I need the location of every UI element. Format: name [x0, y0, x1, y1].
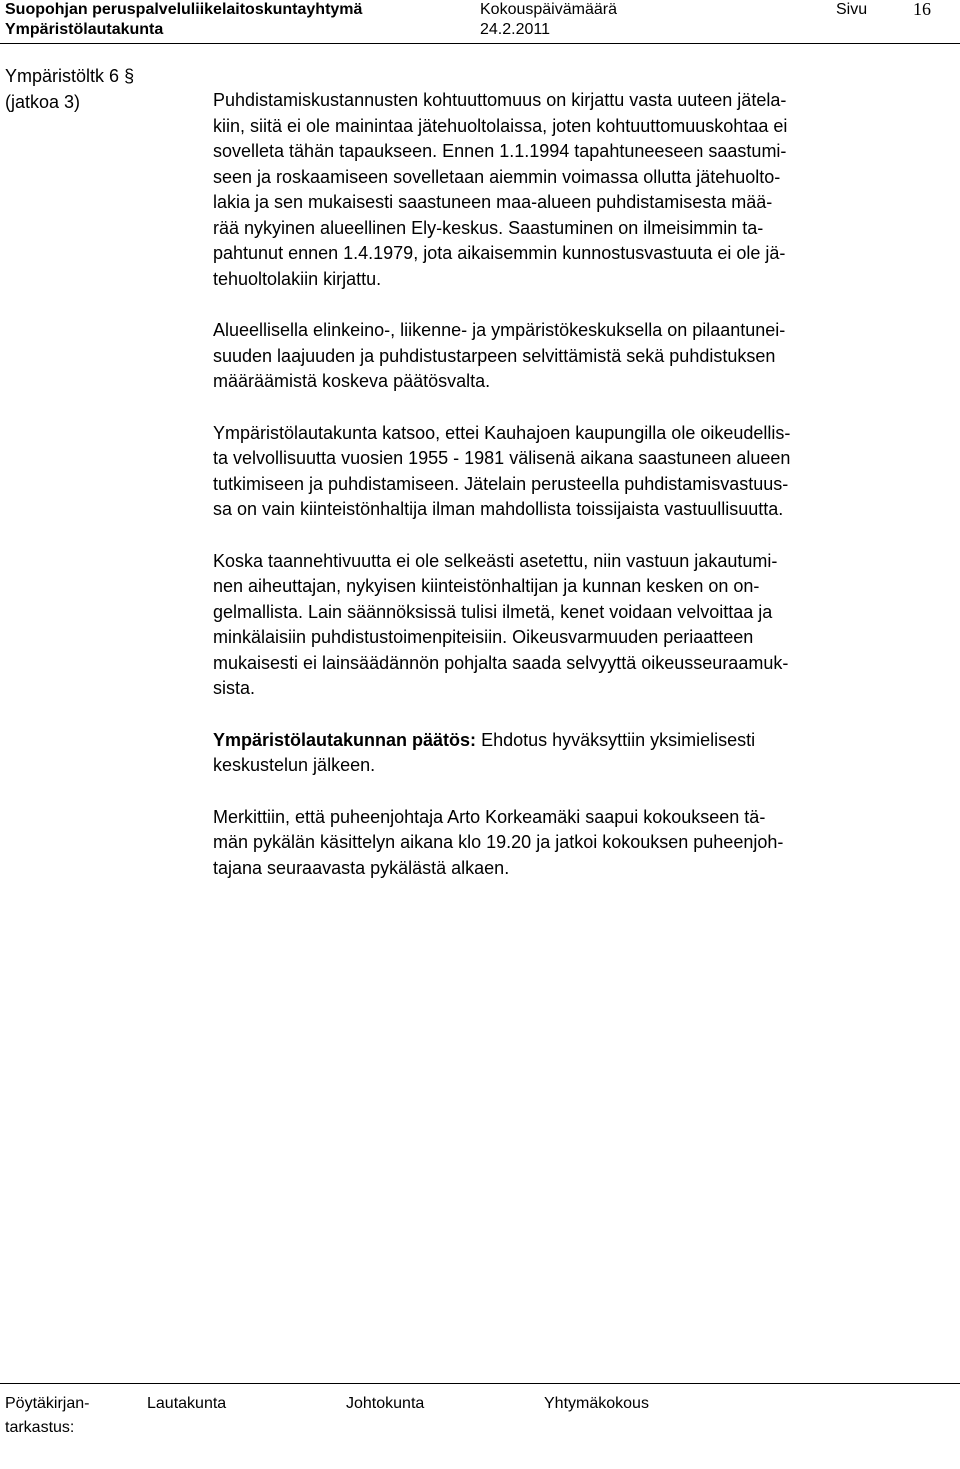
paragraph-2 [213, 318, 935, 395]
paragraph-3 [213, 421, 935, 523]
decision-line [213, 728, 935, 754]
text-line: määräämistä koskeva päätösvalta. [213, 371, 491, 391]
meeting-date: 24.2.2011 [480, 21, 550, 38]
paragraph-1 [213, 88, 935, 292]
section-title-text: Ympäristöltk 6 [5, 66, 120, 86]
text-line: mukaisesti ei lainsäädännön pohjalta saada selvyyttä oikeusseuraamuk- [213, 652, 789, 673]
committee-name: Ympäristölautakunta [5, 21, 164, 38]
text-line: tutkimiseen ja puhdistamiseen. Jätelain perusteella puhdistamisvastuus- [213, 473, 789, 494]
footer-board: Lautakunta [147, 1395, 227, 1412]
text-line: tajana seuraavasta pykälästä alkaen. [213, 857, 510, 878]
text-line: Merkittiin, että puheenjohtaja Arto Korkeamäki saapui kokoukseen tä- [213, 806, 766, 827]
page-label: Sivu [836, 1, 868, 18]
text-line: sista. [213, 678, 256, 698]
section-title [5, 64, 134, 88]
note-paragraph [213, 805, 935, 882]
text-line: Alueellisella elinkeino-, liikenne- ja ympäristökeskuksella on pilaantunei- [213, 320, 786, 340]
text-line: sovelleta tähän tapaukseen. Ennen 1.1.1994 tapahtuneeseen saastumi- [213, 141, 787, 161]
text-line: lakia ja sen mukaisesti saastuneen maa-alueen puhdistamisesta mää- [213, 192, 773, 212]
page-number: 16 [913, 0, 931, 19]
text-line: seen ja roskaamiseen sovelletaan aiemmin voimassa ollutta jätehuolto- [213, 166, 781, 187]
section-continued: (jatkoa 3) [5, 92, 81, 112]
document-body [213, 88, 935, 907]
text-line: ta velvollisuutta vuosien 1955 - 1981 välisenä aikana saastuneen alueen [213, 448, 791, 468]
footer-executive: Johtokunta [346, 1395, 425, 1412]
text-line: Koska taannehtivuutta ei ole selkeästi asetettu, niin vastuun jakautumi- [213, 550, 778, 571]
text-line: kiin, siitä ei ole mainintaa jätehuoltolaissa, joten kohtuuttomuuskohtaa ei [213, 115, 788, 136]
text-line: nen aiheuttajan, nykyisen kiinteistönhaltijan ja kunnan kesken on on- [213, 576, 760, 596]
decision-line: keskustelun jälkeen. [213, 755, 376, 775]
text-line: minkälaisiin puhdistustoimenpiteisiin. Oikeusvarmuuden periaatteen [213, 627, 754, 647]
footer-rule [0, 1383, 960, 1384]
section-symbol: § [124, 66, 135, 86]
decision-text: Ehdotus hyväksyttiin yksimielisesti [476, 729, 756, 750]
decision-label: Ympäristölautakunnan päätös: [213, 729, 477, 750]
text-line: tehuoltolakiin kirjattu. [213, 268, 382, 289]
date-label: Kokouspäivämäärä [480, 1, 617, 18]
text-line: män pykälän käsittelyn aikana klo 19.20 ja jatkoi kokouksen puheenjoh- [213, 832, 784, 852]
text-line: Ympäristölautakunta katsoo, ettei Kauhajoen kaupungilla ole oikeudellis- [213, 422, 791, 443]
decision-paragraph [213, 728, 935, 779]
text-line: Puhdistamiskustannusten kohtuuttomuus on kirjattu vasta uuteen jätela- [213, 90, 787, 110]
paragraph-4 [213, 549, 935, 702]
text-line: suuden laajuuden ja puhdistustarpeen selvittämistä sekä puhdistuksen [213, 345, 776, 366]
footer-joint-meeting: Yhtymäkokous [544, 1395, 649, 1412]
text-line: gelmallista. Lain säännöksissä tulisi ilmetä, kenet voidaan velvoittaa ja [213, 601, 773, 622]
footer-checker-line2: tarkastus: [5, 1419, 75, 1436]
footer-checker-line1: Pöytäkirjan- [5, 1395, 90, 1412]
text-line: pahtunut ennen 1.4.1979, jota aikaisemmin kunnostusvastuuta ei ole jä- [213, 243, 786, 263]
text-line: sa on vain kiinteistönhaltija ilman mahdollista toissijaista vastuullisuutta. [213, 499, 784, 519]
header-rule [0, 43, 960, 44]
organization-name: Suopohjan peruspalveluliikelaitoskuntayhtymä [5, 1, 363, 18]
text-line: rää nykyinen alueellinen Ely-keskus. Saastuminen on ilmeisimmin ta- [213, 217, 764, 238]
